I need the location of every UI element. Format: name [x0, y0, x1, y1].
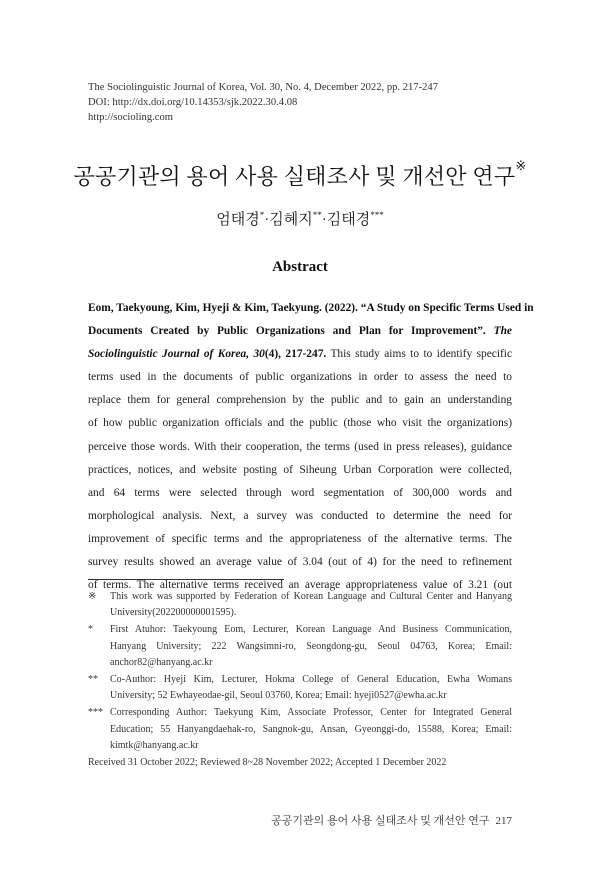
author-2-mark: **: [312, 210, 322, 220]
abstract-line: and 64 terms were selected through word segmentation of 300,000 words and: [88, 486, 512, 499]
abstract-line: morphological analysis. Next, a survey was conducted to determine the need for: [88, 509, 512, 522]
footnote-line: University; 52 Ewhayeodae-gil, Seoul 03760, Korea; Email: hyeji0527@ewha.ac.kr: [110, 690, 447, 702]
author-1: 엄태경: [216, 212, 260, 228]
abstract-heading: Abstract: [272, 259, 328, 275]
author-line: [0, 208, 600, 229]
footnote-first-author: [88, 622, 512, 671]
citation-issue-pages: (4), 217-247.: [264, 348, 327, 361]
abstract-line: [88, 297, 534, 320]
footnote-email[interactable]: kimtk@hanyang.ac.kr: [110, 739, 199, 751]
citation-journal-name: Sociolinguistic Journal of Korea, 30: [88, 348, 265, 361]
author-2: 김혜지: [269, 212, 313, 228]
footnote-line: This work was supported by Federation of Korean Language and Cultural Center and Hanyang: [110, 591, 512, 602]
author-3-mark: ***: [370, 210, 384, 220]
footnote-marker: ***: [88, 707, 103, 719]
running-title: 공공기관의 용어 사용 실태조사 및 개선안 연구: [271, 815, 490, 827]
citation-line-2: Documents Created by Public Organizations and Plan for Improvement”.: [88, 325, 486, 338]
author-3: 김태경: [326, 212, 371, 228]
abstract-text: This study aims to to identify specific: [326, 348, 513, 361]
journal-header: [88, 80, 438, 125]
page-number: 217: [495, 815, 512, 827]
journal-url[interactable]: http://socioling.com: [88, 112, 174, 123]
footnote-marker: *: [88, 624, 93, 636]
footnote-marker: ※: [88, 591, 97, 602]
page-footer: [271, 812, 512, 828]
footnote-funding: [88, 589, 512, 621]
abstract-line: improvement of specific terms and the appropriateness of the alternative terms. The: [88, 532, 512, 545]
footnote-marker: **: [88, 674, 98, 686]
citation-line-1: Eom, Taekyoung, Kim, Hyeji & Kim, Taekyung. (2022). “A Study on Specific Terms Used in: [88, 302, 534, 314]
abstract-line: perceive those words. With their cooperation, the terms (used in press releases), guidance: [88, 440, 512, 453]
citation-journal-the: The: [493, 325, 512, 338]
abstract-line: terms used in the documents of public organizations in order to assess the need to: [88, 371, 512, 384]
author-separator: ·: [264, 212, 270, 228]
footnote-line: University(202200000001595).: [110, 607, 237, 619]
journal-citation: The Sociolinguistic Journal of Korea, Vol. 30, No. 4, December 2022, pp. 217-247: [88, 82, 439, 93]
paper-title-text: 공공기관의 용어 사용 실태조사 및 개선안 연구: [73, 164, 516, 189]
abstract-line: survey results showed an average value of 3.04 (out of 4) for the need to refinement: [88, 556, 512, 569]
author-1-mark: *: [259, 210, 265, 220]
abstract-line: of terms. The alternative terms received an average appropriateness value of 3.21 (out: [88, 579, 512, 592]
abstract-body: [88, 297, 534, 597]
paper-title: [0, 160, 600, 191]
author-separator: ·: [321, 212, 327, 228]
footnote-line: Co-Author: Hyeji Kim, Lecturer, Hokma College of General Education, Ewha Womans: [110, 674, 512, 686]
footnote-email[interactable]: anchor82@hanyang.ac.kr: [110, 656, 213, 668]
doi-link[interactable]: DOI: http://dx.doi.org/10.14353/sjk.2022.30.4.08: [88, 97, 298, 108]
title-footnote-mark: ※: [515, 158, 527, 173]
abstract-line: [88, 343, 512, 366]
footnote-line: Education; 55 Hanyangdaehak-ro, Sangnok-gu, Ansan, Gyeonggi-do, 15588, Korea; Email:: [110, 723, 512, 735]
footnotes: [88, 589, 512, 771]
footnote-co-author: [88, 672, 512, 704]
footnote-line: Corresponding Author: Taekyung Kim, Associate Professor, Center for Integrated General: [110, 707, 512, 719]
footnote-divider: [88, 579, 284, 580]
footnote-corresponding-author: [88, 705, 512, 754]
footnote-line: Hanyang University; 222 Wangsimni-ro, Seongdong-gu, Seoul 04763, Korea; Email:: [110, 640, 512, 652]
abstract-line: of how public organization officials and the public (those who visit the organizations): [88, 417, 512, 430]
received-dates: Received 31 October 2022; Reviewed 8~28 November 2022; Accepted 1 December 2022: [88, 757, 447, 769]
footnote-line: First Atuhor: Taekyoung Eom, Lecturer, Korean Language And Business Communication,: [110, 624, 512, 636]
abstract-line: replace them for general comprehension by the public and to gain an understanding: [88, 394, 512, 407]
abstract-line: [88, 320, 512, 343]
abstract-line: practices, notices, and website posting of Siheung Urban Corporation were collected,: [88, 463, 512, 476]
